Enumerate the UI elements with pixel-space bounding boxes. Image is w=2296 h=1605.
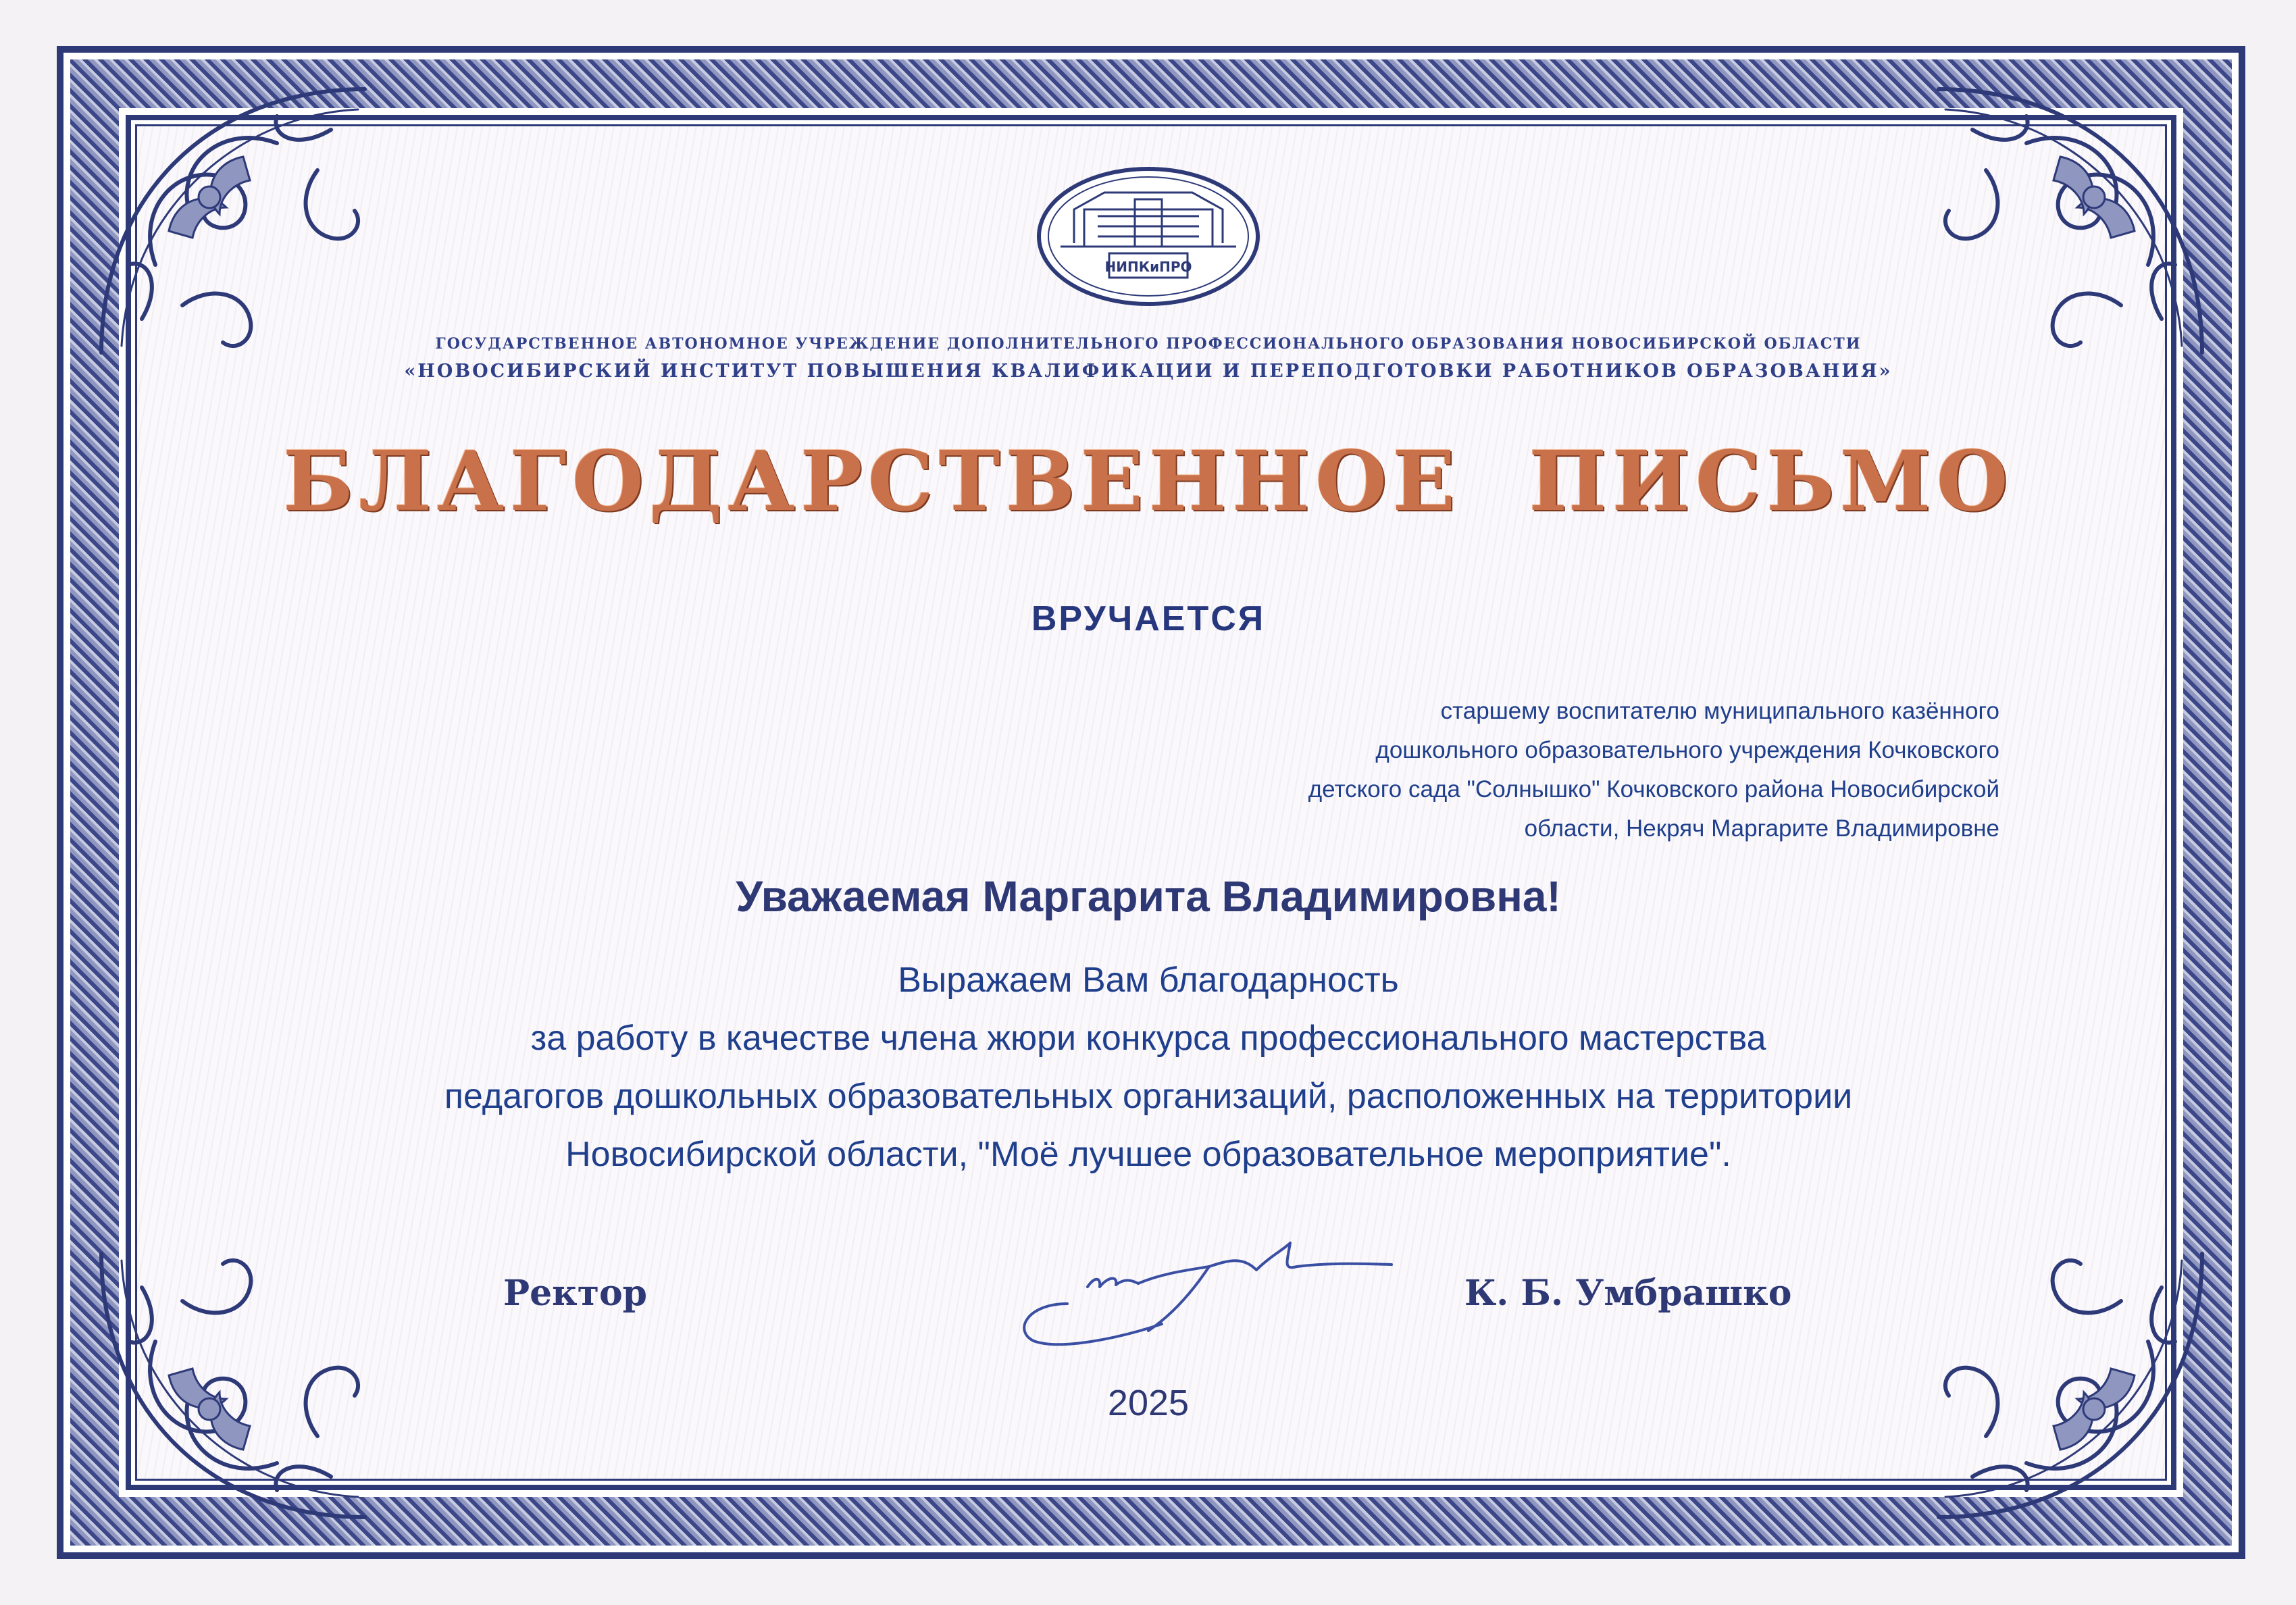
- signatory-name: К. Б. Умбрашко: [1464, 1273, 1792, 1314]
- recipient-line: области, Некряч Маргарите Владимировне: [1524, 815, 1999, 842]
- corner-ornament-bottom-left: [74, 1227, 392, 1544]
- document-title: БЛАГОДАРСТВЕННОЕ ПИСЬМО: [283, 432, 2014, 530]
- gratitude-text: [203, 951, 2094, 1183]
- issue-year: 2025: [1107, 1383, 1190, 1423]
- recipient-block: [1081, 692, 1999, 848]
- gratitude-line: Выражаем Вам благодарность: [898, 961, 1399, 1000]
- corner-ornament-top-right: [1912, 62, 2229, 380]
- recipient-line: старшему воспитателю муниципального казённого: [1440, 698, 1999, 724]
- gratitude-line: педагогов дошкольных образовательных организаций, расположенных на территории: [444, 1077, 1853, 1116]
- handwritten-signature: [986, 1229, 1405, 1365]
- salutation: Уважаемая Маргарита Владимировна!: [736, 872, 1561, 921]
- institution-name-line-2: «НОВОСИБИРСКИЙ ИНСТИТУТ ПОВЫШЕНИЯ КВАЛИФИКАЦИИ И ПЕРЕПОДГОТОВКИ РАБОТНИКОВ ОБРАЗОВАНИЯ»: [404, 361, 1893, 382]
- gratitude-line: Новосибирской области, "Моё лучшее образовательное мероприятие".: [565, 1135, 1731, 1174]
- signatory-role: Ректор: [503, 1273, 648, 1314]
- presented-heading: ВРУЧАЕТСЯ: [1031, 599, 1266, 638]
- corner-ornament-bottom-right: [1912, 1227, 2229, 1544]
- institution-name-line-1: ГОСУДАРСТВЕННОЕ АВТОНОМНОЕ УЧРЕЖДЕНИЕ ДОПОЛНИТЕЛЬНОГО ПРОФЕССИОНАЛЬНОГО ОБРАЗОВАНИЯ НОВОСИБИРСКОЙ ОБЛАСТИ: [435, 335, 1862, 353]
- recipient-line: детского сада "Солнышко" Кочковского района Новосибирской: [1308, 776, 1999, 802]
- emblem-label: НИПКиПРО: [1104, 259, 1192, 275]
- institute-emblem-icon: [1034, 162, 1263, 311]
- corner-ornament-top-left: [74, 62, 392, 380]
- gratitude-line: за работу в качестве члена жюри конкурса профессионального мастерства: [530, 1019, 1766, 1058]
- recipient-line: дошкольного образовательного учреждения Кочковского: [1375, 737, 1999, 763]
